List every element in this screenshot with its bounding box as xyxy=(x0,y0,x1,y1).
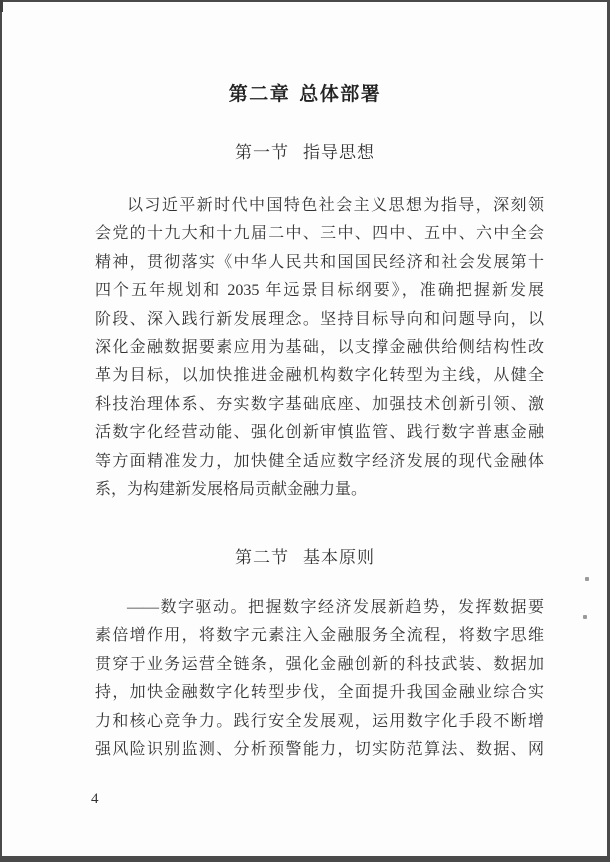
scan-speck xyxy=(585,577,589,581)
section-2-number: 第二节 xyxy=(235,548,289,567)
paragraph-line: 持，加快金融数字化转型步伐，全面提升我国金融业综合实 xyxy=(95,684,544,702)
paragraph-line: 会党的十九大和十九届二中、三中、四中、五中、六中全会 xyxy=(95,225,544,243)
scan-speck xyxy=(583,615,587,619)
paragraph-line: 力和核心竞争力。践行安全发展观，运用数字化手段不断增 xyxy=(95,712,544,730)
section-2-title: 基本原则 xyxy=(303,548,375,567)
section-2-heading xyxy=(0,543,610,568)
chapter-heading xyxy=(0,79,610,106)
paragraph-line: 强风险识别监测、分析预警能力，切实防范算法、数据、网 xyxy=(95,740,544,758)
paragraph-line: 等方面精准发力，加快健全适应数字经济发展的现代金融体 xyxy=(95,452,544,470)
scan-edge-left xyxy=(0,0,2,862)
paragraph-line: 以习近平新时代中国特色社会主义思想为指导，深刻领 xyxy=(127,197,544,214)
paragraph-guiding-ideology xyxy=(95,192,544,504)
paragraph-digital-drive xyxy=(95,594,544,764)
paragraph-line: 精神，贯彻落实《中华人民共和国国民经济和社会发展第十 xyxy=(95,253,544,271)
scan-edge-top xyxy=(0,0,610,2)
section-1-number: 第一节 xyxy=(235,143,289,162)
paragraph-line: 革为目标，以加快推进金融机构数字化转型为主线，从健全 xyxy=(95,367,544,385)
page-number: 4 xyxy=(91,791,99,807)
paragraph-line: 贯穿于业务运营全链条，强化金融创新的科技武装、数据加 xyxy=(95,655,544,673)
scan-corner-notch xyxy=(0,0,3,12)
chapter-number: 第二章 xyxy=(228,84,291,105)
paragraph-line: 阶段、深入践行新发展理念。坚持目标导向和问题导向，以 xyxy=(95,310,544,328)
section-1-heading xyxy=(0,138,610,163)
paragraph-line: 素倍增作用，将数字元素注入金融服务全流程，将数字思维 xyxy=(95,627,544,645)
paragraph-line: 深化金融数据要素应用为基础，以支撑金融供给侧结构性改 xyxy=(95,338,544,356)
paragraph-line: 活数字化经营动能、强化创新审慎监管、践行数字普惠金融 xyxy=(95,424,544,442)
chapter-title: 总体部署 xyxy=(299,84,382,105)
paragraph-line: 系，为构建新发展格局贡献金融力量。 xyxy=(95,480,368,498)
section-1-title: 指导思想 xyxy=(303,143,375,162)
paragraph-line: 科技治理体系、夯实数字基础底座、加强技术创新引领、激 xyxy=(95,395,544,413)
paragraph-line: ——数字驱动。把握数字经济发展新趋势，发挥数据要 xyxy=(127,599,544,616)
scan-edge-bottom xyxy=(0,856,610,862)
paragraph-line: 四个五年规划和 2035 年远景目标纲要》，准确把握新发展 xyxy=(95,282,544,300)
